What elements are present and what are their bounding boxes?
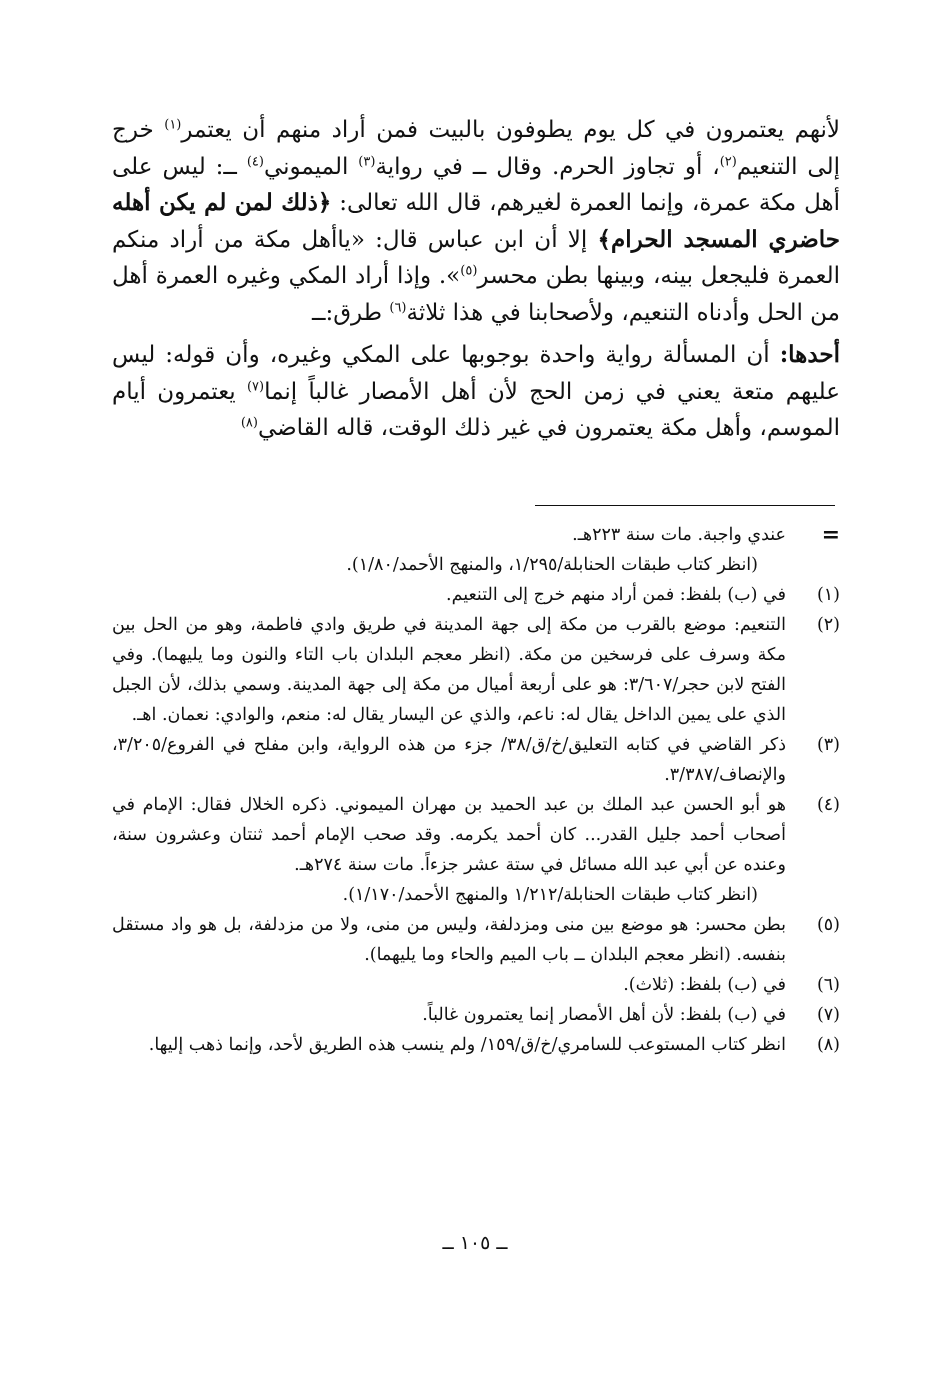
footnote-number: (٢) (816, 615, 840, 635)
continuation-mark: = (821, 522, 840, 548)
continuation-line: عندي واجبة. مات سنة ٢٢٣هـ. (572, 525, 786, 545)
footnote-text: ذكر القاضي في كتابه التعليق/خ/ق/٣٨/ جزء من هذه الرواية، وابن مفلح في الفروع/٣/٢٠٥، والإنصاف/٣/٣٨٧. (112, 735, 786, 785)
footnote-continuation (112, 520, 840, 580)
footnote-ref-5[interactable]: (٥) (460, 263, 478, 279)
point-first: أحدها: أن المسألة رواية واحدة بوجوبها على المكي وغيره، وأن قوله: ليس عليهم متعة يعني في زمن الحج لأن أهل الأمصار غالباً إنما$^{(٧)}$ يعتمرون أيام الموسم، وأهل مكة يعتمرون في غير ذلك الوقت، قاله القاضي$^{(٨)}$ (112, 341, 840, 441)
footnote-3 (112, 730, 840, 790)
footnote-number: (٥) (816, 915, 840, 935)
footnote-number: (٨) (816, 1035, 840, 1055)
footnote-5 (112, 910, 840, 970)
footnote-ref-3[interactable]: (٣) (358, 153, 376, 169)
quran-verse: ﴿ذلك لمن لم يكن أهله حاضري المسجد الحرام﴾ (112, 189, 841, 253)
footnote-8 (112, 1030, 840, 1060)
page-number: ــ ١٠٥ ــ (442, 1232, 508, 1254)
footnote-ref-1[interactable]: (١) (164, 117, 182, 133)
footnote-number: (٤) (816, 795, 840, 815)
footnote-text: في (ب) بلفظ: لأن أهل الأمصار إنما يعتمرون غالباً. (422, 1005, 786, 1025)
main-text (112, 112, 840, 447)
footnotes (112, 520, 840, 1060)
footnote-ref-6[interactable]: (٦) (389, 299, 407, 315)
footnote-4 (112, 790, 840, 910)
continuation-reference: (انظر كتاب طبقات الحنابلة/١/٢٩٥، والمنهج الأحمد/١/٨٠). (346, 555, 758, 575)
footnote-number: (٦) (816, 975, 840, 995)
footnote-text: هو أبو الحسن عبد الملك بن عبد الحميد بن مهران الميموني. ذكره الخلال فقال: الإمام في أصحاب أحمد جليل القدر... كان أحمد يكرمه. وقد صحب الإمام أحمد ثنتان وعشرون سنة، وعنده عن أبي عبد الله مسائل في ستة عشر جزءاً. مات سنة ٢٧٤هـ. (112, 795, 786, 875)
footnote-reference: (انظر كتاب طبقات الحنابلة/١/٢١٢ والمنهج الأحمد/١/١٧٠). (342, 885, 758, 905)
footnote-ref-8[interactable]: (٨) (240, 415, 258, 431)
footnote-ref-7[interactable]: (٧) (246, 378, 265, 394)
footnote-text: التنعيم: موضع بالقرب من مكة إلى جهة المدينة في طريق وادي فاطمة، وهو من الحل بين مكة وسرف على فرسخين من مكة. (انظر معجم البلدان باب التاء والنون وما يليهما). وفي الفتح لابن حجر/٣/٦٠٧: هو على أربعة أميال من مكة إلى جهة المدينة. وسمي بذلك، لأن الجبل الذي على يمين الداخل يقال له: ناعم، والذي عن اليسار يقال له: منعم، والوادي: نعمان. اهـ. (112, 615, 787, 725)
footnote-text: بطن محسر: هو موضع بين منى ومزدلفة، وليس من منى، ولا من مزدلفة، بل هو واد مستقل بنفسه. (انظر معجم البلدان ــ باب الميم والحاء وما يليهما). (112, 915, 786, 965)
footnote-1 (112, 580, 840, 610)
footnote-separator (535, 505, 835, 506)
footnote-number: (٧) (816, 1005, 840, 1025)
footnote-ref-2[interactable]: (٢) (719, 153, 737, 169)
footnote-6 (112, 970, 840, 1000)
footnote-ref-4[interactable]: (٤) (246, 153, 264, 169)
footnote-2 (112, 610, 840, 730)
footnote-text: في (ب) بلفظ: فمن أراد منهم خرج إلى التنعيم. (446, 585, 786, 605)
paragraph-1: لأنهم يعتمرون في كل يوم يطوفون بالبيت فمن أراد منهم أن يعتمر$^{(١)}$ خرج إلى التنعيم$^{(٢)}$، أو تجاوز الحرم. وقال ــ في رواية$^{(٣)}$ الميموني$^{(٤)}$ ــ: ليس على أهل مكة عمرة، وإنما العمرة لغيرهم، قال الله تعالى: ﴿ذلك لمن لم يكن أهله حاضري المسجد الحرام﴾ إلا أن ابن عباس قال: «ياأهل مكة من أراد منكم العمرة فليجعل بينه، وبينها بطن محسر$^{(٥)}$». وإذا أراد المكي وغيره العمرة أهل من الحل وأدناه التنعيم، ولأصحابنا في هذا ثلاثة$^{(٦)}$ طرق:ــ (112, 117, 841, 326)
footnote-7 (112, 1000, 840, 1030)
point-label: أحدها: (779, 341, 840, 368)
footnote-number: (١) (816, 585, 840, 605)
footnote-number: (٣) (816, 735, 840, 755)
footnote-text: في (ب) بلفظ: (ثلاث). (623, 975, 786, 995)
footnote-text: انظر كتاب المستوعب للسامري/خ/ق/١٥٩/ ولم ينسب هذه الطريق لأحد، وإنما ذهب إليها. (148, 1035, 786, 1055)
